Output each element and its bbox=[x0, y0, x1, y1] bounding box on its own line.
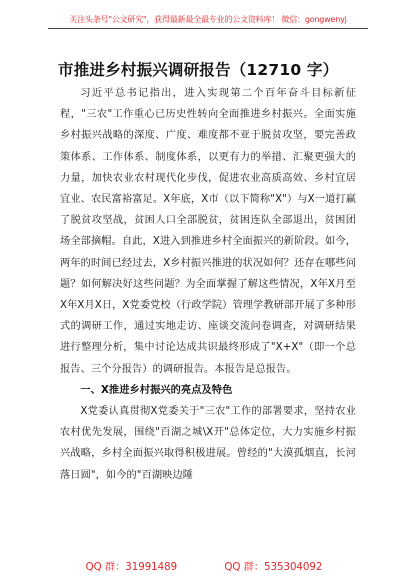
intro-paragraph: 习近平总书记指出，进入实现第二个百年奋斗目标新征程，"三农"工作重心已历史性转向全面推进乡村振兴。全面实施乡村振兴战略的深度、广度、难度都不亚于脱贫攻坚，要完善政策体系、工作体系、制度体系，以更有力的举措、汇聚更强大的力量，加快农业农村现代化步伐，促进农业高质高效、乡村宜居宜业、农民富裕富足。X年底，X市（以下简称"X"）与X一道打赢了脱贫攻坚战，贫困人口全部脱贫，贫困连队全部退出，贫困团场全部摘帽。自此，X进入到推进乡村全面振兴的新阶段。如今，两年的时间已经过去，X乡村振兴推进的状况如何？还存在哪些问题？如何解决好这些问题？为全面掌握了解这些情况，X年X月至X年X月X日，X党委党校（行政学院）管理学教研部开展了多种形式的调研工作，通过实地走访、座谈交流问卷调查，对调研结果进行整理分析，集中讨论达成共识最终形成了"X+X"（即一个总报告、三个分报告）的调研报告。本报告是总报告。 bbox=[60, 88, 356, 375]
footer-qq-group-2: QQ 群：535304092 bbox=[224, 562, 323, 573]
section-paragraph: X党委认真贯彻X党委关于"三农"工作的部署要求，坚持农业农村优先发展，围绕"百湖之城\X开"总体定位，大力实施乡村振兴战略，乡村全面振兴取得积极进展。曾经的"大漠孤烟直，长河落日圆"，如今的"百湖映边陲 bbox=[60, 406, 356, 481]
document-title: 市推进乡村振兴调研报告（12710 字） bbox=[58, 61, 339, 79]
page-footer bbox=[0, 558, 408, 573]
page-header-banner: 关注头条号"公文研究"，获得最新最全最专业的公文资料库！ 微信：gongwenyj bbox=[48, 14, 368, 29]
document-body bbox=[60, 83, 356, 486]
section-heading: 一、X推进乡村振兴的亮点及特色 bbox=[80, 384, 233, 396]
footer-qq-group-1: QQ 群：31991489 bbox=[85, 562, 178, 573]
